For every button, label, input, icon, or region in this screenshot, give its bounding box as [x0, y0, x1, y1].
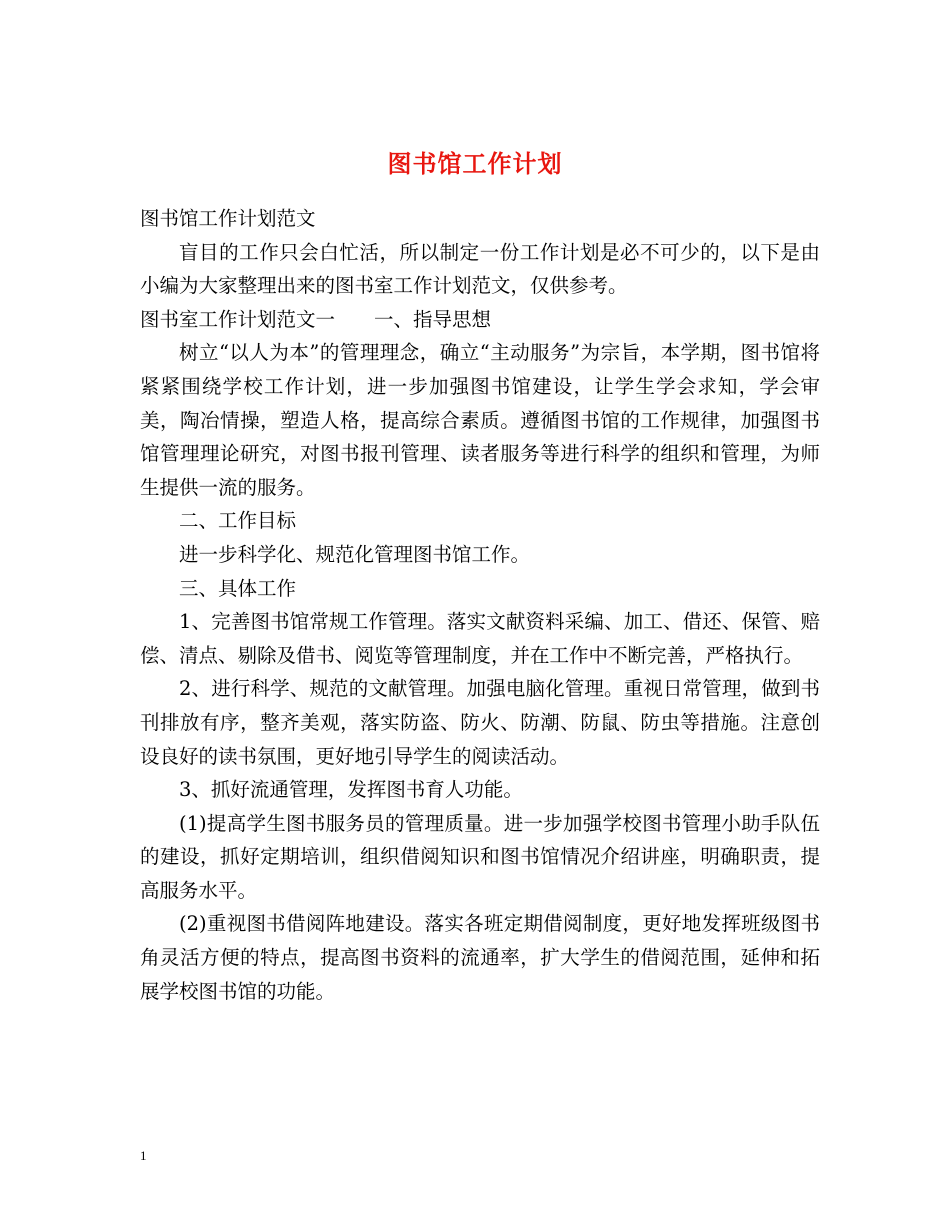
section-heading-paragraph: 图书室工作计划范文一 一、指导思想 [140, 307, 492, 331]
document-title: 图书馆工作计划 [387, 149, 563, 179]
page-number: 1 [140, 1148, 147, 1163]
subtitle-paragraph: 图书馆工作计划范文 [140, 207, 316, 230]
guiding-thought-paragraph: 树立“以人为本”的管理理念，确立“主动服务”为宗旨，本学期，图书馆将紧紧围绕学校工作计划，进一步加强图书馆建设，让学生学会求知，学会审美，陶冶情操，塑造人格，提高综合素质。遵循图书馆的工作规律，加强图书馆管理理论研究，对图书报刊管理、读者服务等进行科学的组织和管理，为师生提供一流的服务。 [140, 341, 820, 499]
item-1-paragraph: 1、完善图书馆常规工作管理。落实文献资料采编、加工、借还、保管、赔偿、清点、剔除及借书、阅览等管理制度，并在工作中不断完善，严格执行。 [140, 610, 820, 667]
specific-work-heading: 三、具体工作 [179, 576, 297, 600]
subitem-2-paragraph: (2)重视图书借阅阵地建设。落实各班定期借阅制度，更好地发挥班级图书角灵活方便的特点，提高图书资料的流通率，扩大学生的借阅范围，延伸和拓展学校图书馆的功能。 [140, 912, 820, 1003]
item-3-paragraph: 3、抓好流通管理，发挥图书育人功能。 [179, 778, 523, 802]
item-2-paragraph: 2、进行科学、规范的文献管理。加强电脑化管理。重视日常管理，做到书刊排放有序，整齐美观，落实防盗、防火、防潮、防鼠、防虫等措施。注意创设良好的读书氛围，更好地引导学生的阅读活动。 [140, 677, 820, 768]
subitem-1-paragraph: (1)提高学生图书服务员的管理质量。进一步加强学校图书管理小助手队伍的建设，抓好定期培训，组织借阅知识和图书馆情况介绍讲座，明确职责，提高服务水平。 [140, 811, 820, 902]
work-goal-paragraph: 进一步科学化、规范化管理图书馆工作。 [179, 542, 531, 566]
document-body [140, 202, 820, 1008]
work-goal-heading: 二、工作目标 [179, 509, 297, 533]
intro-paragraph: 盲目的工作只会白忙活，所以制定一份工作计划是必不可少的，以下是由小编为大家整理出来的图书室工作计划范文，仅供参考。 [140, 240, 820, 298]
